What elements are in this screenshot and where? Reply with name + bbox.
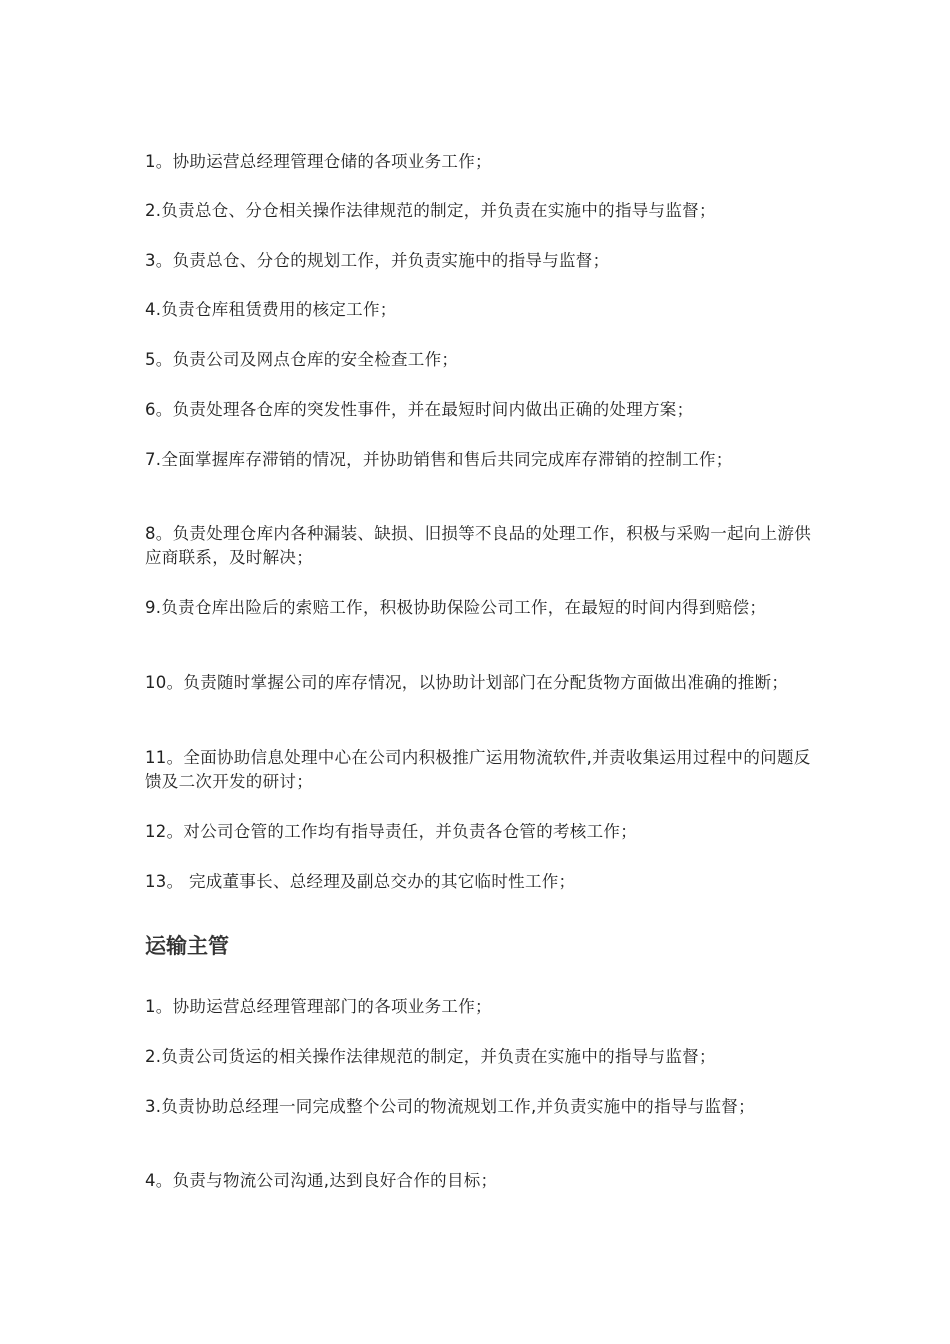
warehouse-duty-4: 4.负责仓库租赁费用的核定工作； [145, 300, 397, 319]
warehouse-duty-10: 10。负责随时掌握公司的库存情况，以协助计划部门在分配货物方面做出准确的推断； [145, 673, 789, 692]
warehouse-duty-5: 5。负责公司及网点仓库的安全检查工作； [145, 350, 459, 369]
warehouse-duty-2: 2.负责总仓、分仓相关操作法律规范的制定，并负责在实施中的指导与监督； [145, 201, 716, 220]
transport-duty-3: 3.负责协助总经理一同完成整个公司的物流规划工作,并负责实施中的指导与监督； [145, 1097, 755, 1116]
warehouse-duty-6: 6。负责处理各仓库的突发性事件，并在最短时间内做出正确的处理方案； [145, 400, 694, 419]
warehouse-duty-9: 9.负责仓库出险后的索赔工作，积极协助保险公司工作，在最短的时间内得到赔偿； [145, 598, 767, 617]
transport-duty-2: 2.负责公司货运的相关操作法律规范的制定，并负责在实施中的指导与监督； [145, 1047, 716, 1066]
warehouse-duty-11: 11。全面协助信息处理中心在公司内积极推广运用物流软件,并责收集运用过程中的问题反馈及二次开发的研讨； [145, 748, 811, 791]
warehouse-duty-3: 3。负责总仓、分仓的规划工作，并负责实施中的指导与监督； [145, 251, 610, 270]
transport-duty-1: 1。协助运营总经理管理部门的各项业务工作； [145, 997, 492, 1016]
warehouse-duty-7: 7.全面掌握库存滞销的情况，并协助销售和售后共同完成库存滞销的控制工作； [145, 450, 733, 469]
transport-duty-4: 4。负责与物流公司沟通,达到良好合作的目标； [145, 1171, 498, 1190]
warehouse-duty-12: 12。对公司仓管的工作均有指导责任，并负责各仓管的考核工作； [145, 822, 637, 841]
warehouse-duty-13: 13。 完成董事长、总经理及副总交办的其它临时性工作； [145, 872, 576, 891]
warehouse-duty-1: 1。协助运营总经理管理仓储的各项业务工作； [145, 152, 492, 171]
section-heading-transport: 运输主管 [145, 933, 229, 958]
warehouse-duty-8: 8。负责处理仓库内各种漏装、缺损、旧损等不良品的处理工作，积极与采购一起向上游供应商联系，及时解决； [145, 524, 811, 567]
